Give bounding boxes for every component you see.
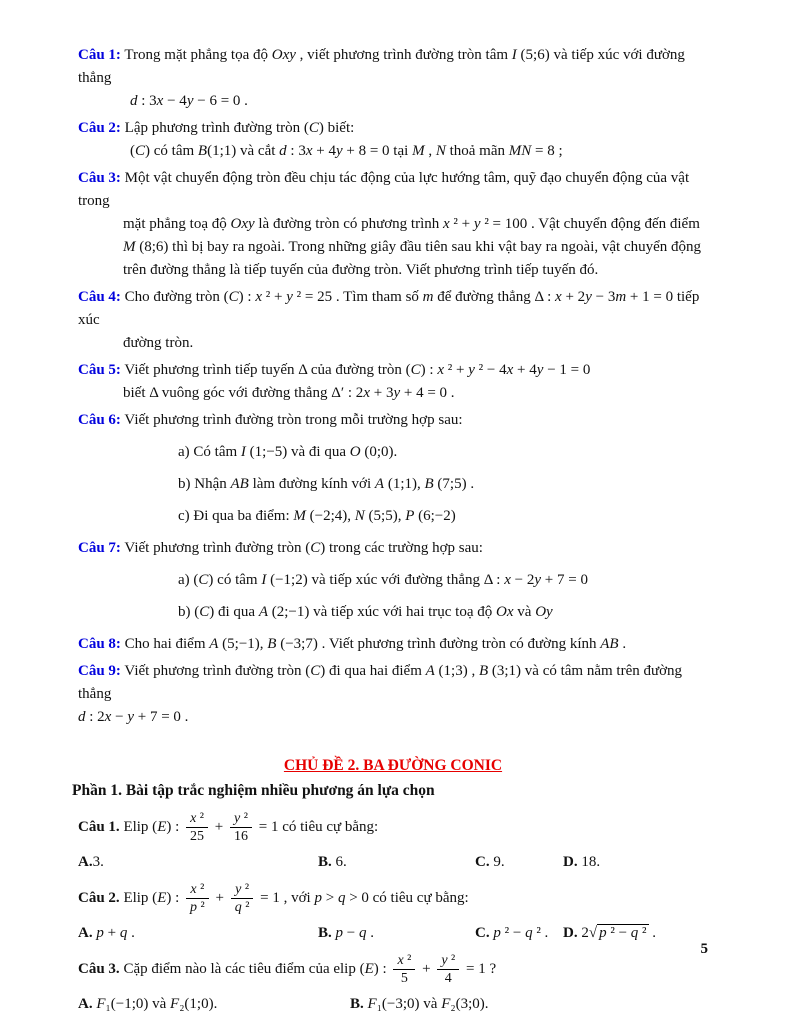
exercise-4-line-1: Câu 4: Cho đường tròn (C) : x ² + y ² = 25 . Tìm tham số m để đường thẳng Δ : x + 2y − 3m + 1 = 0 tiếp xúc <box>78 289 700 328</box>
option-letter: C. <box>475 854 490 870</box>
option-letter: C. <box>475 925 490 941</box>
option-d: D. 18. <box>563 854 601 870</box>
exercise-3-line-4: trên đường thẳng là tiếp tuyến của đường tròn. Viết phương trình tiếp tuyến đó. <box>123 262 599 278</box>
question-label: Câu 2: <box>78 120 121 136</box>
option-c: C. 9. <box>475 854 505 870</box>
option-letter: B. <box>318 854 332 870</box>
exercise-7-line-2: a) (C) có tâm I (−1;2) và tiếp xúc với đường thẳng Δ : x − 2y + 7 = 0 <box>178 572 588 588</box>
exercise-6-line-1: Câu 6: Viết phương trình đường tròn trong mỗi trường hợp sau: <box>78 412 463 428</box>
question-label: Câu 1. <box>78 818 120 835</box>
exercise-2-line-2: (C) có tâm B(1;1) và cắt d : 3x + 4y + 8 = 0 tại M , N thoả mãn MN = 8 ; <box>130 143 563 159</box>
mc-question-2-options <box>78 921 714 945</box>
exercise-3-line-3: M (8;6) thì bị bay ra ngoài. Trong những giây đầu tiên sau khi vật bay ra ngoài, vật chuyển động <box>123 239 702 255</box>
exercise-9 <box>78 660 714 729</box>
option-letter: A. <box>78 925 93 941</box>
mc-question-1-options <box>78 850 714 874</box>
option-a: A.3. <box>78 854 104 870</box>
question-label: Câu 8: <box>78 636 121 652</box>
option-b: B. 6. <box>318 854 347 870</box>
exercise-1-line-1: Câu 1: Trong mặt phẳng tọa độ Oxy , viết phương trình đường tròn tâm I (5;6) và tiếp xúc với đường thẳng <box>78 47 685 86</box>
mc-question-3-options <box>78 992 714 1016</box>
exercise-7-line-3: b) (C) đi qua A (2;−1) và tiếp xúc với hai trục toạ độ Ox và Oy <box>178 604 553 620</box>
exercise-2 <box>78 117 714 163</box>
question-label: Câu 3. <box>78 960 120 977</box>
mc-question-3-stem: Câu 3. Cặp điểm nào là các tiêu điểm của elip (E) : $\frac{\text{x ²}}{5}$ + $\frac{\text{y ²}}{4}$ = 1 ? <box>78 953 497 986</box>
question-label: Câu 5: <box>78 362 121 378</box>
mc-question-2 <box>78 881 714 945</box>
option-d: D. 2√ p ² − q ² . <box>563 925 657 941</box>
option-b: B. p − q . <box>318 925 374 941</box>
option-letter: D. <box>563 925 578 941</box>
exercise-8 <box>78 633 714 656</box>
question-label: Câu 6: <box>78 412 121 428</box>
mc-question-1 <box>78 810 714 874</box>
exercise-3 <box>78 167 714 282</box>
fraction: $\frac{\text{x ²}}{\text{p ²}}$ <box>186 881 209 916</box>
exercise-3-line-2: mặt phẳng toạ độ Oxy là đường tròn có phương trình x ² + y ² = 100 . Vật chuyển động đến điểm <box>123 216 700 232</box>
option-b: B. F₁(−3;0) và F₂(3;0). <box>350 996 489 1012</box>
fraction: $\frac{\text{y ²}}{16}$ <box>230 810 252 845</box>
fraction: $\frac{\text{y ²}}{\text{q ²}}$ <box>231 881 254 916</box>
exercise-7 <box>78 537 714 624</box>
exercise-6 <box>78 409 714 528</box>
exercise-7-line-1: Câu 7: Viết phương trình đường tròn (C) trong các trường hợp sau: <box>78 540 483 556</box>
exercise-2-line-1: Câu 2: Lập phương trình đường tròn (C) biết: <box>78 120 355 136</box>
question-label: Câu 2. <box>78 889 120 906</box>
mc-question-2-stem: Câu 2. Elip (E) : $\frac{\text{x ²}}{\text{p ²}}$ + $\frac{\text{y ²}}{\text{q ²}}$ = 1 , với p > q > 0 có tiêu cự bằng: <box>78 882 469 915</box>
fraction: $\frac{\text{x ²}}{25}$ <box>186 810 208 845</box>
conic-section <box>72 755 714 1016</box>
option-a: A. p + q . <box>78 925 135 941</box>
option-letter: B. <box>350 996 364 1012</box>
option-c: C. p ² − q ² . <box>475 925 549 941</box>
exercise-5-line-1: Câu 5: Viết phương trình tiếp tuyến Δ của đường tròn (C) : x ² + y ² − 4x + 4y − 1 = 0 <box>78 362 591 378</box>
question-label: Câu 1: <box>78 47 121 63</box>
fraction: $\frac{\text{y ²}}{4}$ <box>437 952 459 987</box>
mc-question-list <box>72 810 714 1016</box>
exercise-4-line-2: đường tròn. <box>123 335 194 351</box>
exercise-4 <box>78 286 714 355</box>
fraction: $\frac{\text{x ²}}{5}$ <box>393 952 415 987</box>
exercise-9-line-2: d : 2x − y + 7 = 0 . <box>78 709 189 725</box>
option-letter: A. <box>78 996 93 1012</box>
exercise-8-line-1: Câu 8: Cho hai điểm A (5;−1), B (−3;7) . Viết phương trình đường tròn có đường kính AB . <box>78 636 627 652</box>
exercise-1-line-2: d : 3x − 4y − 6 = 0 . <box>130 93 248 109</box>
option-letter: B. <box>318 925 332 941</box>
mc-question-1-stem: Câu 1. Elip (E) : $\frac{\text{x ²}}{25}$ + $\frac{\text{y ²}}{16}$ = 1 có tiêu cự bằng: <box>78 811 379 844</box>
exercise-list <box>72 44 714 729</box>
question-label: Câu 4: <box>78 289 121 305</box>
exercise-6-line-4: c) Đi qua ba điểm: M (−2;4), N (5;5), P (6;−2) <box>178 508 456 524</box>
exercise-3-line-1: Câu 3: Một vật chuyển động tròn đều chịu tác động của lực hướng tâm, quỹ đạo chuyển động của vật trong <box>78 170 690 209</box>
exercise-9-line-1: Câu 9: Viết phương trình đường tròn (C) đi qua hai điểm A (1;3) , B (3;1) và có tâm nằm trên đường thẳng <box>78 663 683 702</box>
radicand-overline: p ² − q ² <box>599 925 647 941</box>
option-letter: A. <box>78 854 93 870</box>
question-label: Câu 3: <box>78 170 121 186</box>
question-label: Câu 7: <box>78 540 121 556</box>
part-heading: Phần 1. Bài tập trắc nghiệm nhiều phương án lựa chọn <box>72 782 435 799</box>
page-number: 5 <box>700 941 708 957</box>
option-a: A. F₁(−1;0) và F₂(1;0). <box>78 996 218 1012</box>
question-label: Câu 9: <box>78 663 121 679</box>
option-letter: D. <box>563 854 578 870</box>
exercise-6-line-2: a) Có tâm I (1;−5) và đi qua O (0;0). <box>178 444 398 460</box>
exercise-5 <box>78 359 714 405</box>
exercise-6-line-3: b) Nhận AB làm đường kính với A (1;1), B (7;5) . <box>178 476 475 492</box>
section-heading: CHỦ ĐỀ 2. BA ĐƯỜNG CONIC <box>283 757 503 774</box>
mc-question-3 <box>78 952 714 1016</box>
exercise-1 <box>78 44 714 113</box>
exercise-5-line-2: biết Δ vuông góc với đường thẳng Δ′ : 2x + 3y + 4 = 0 . <box>123 385 455 401</box>
